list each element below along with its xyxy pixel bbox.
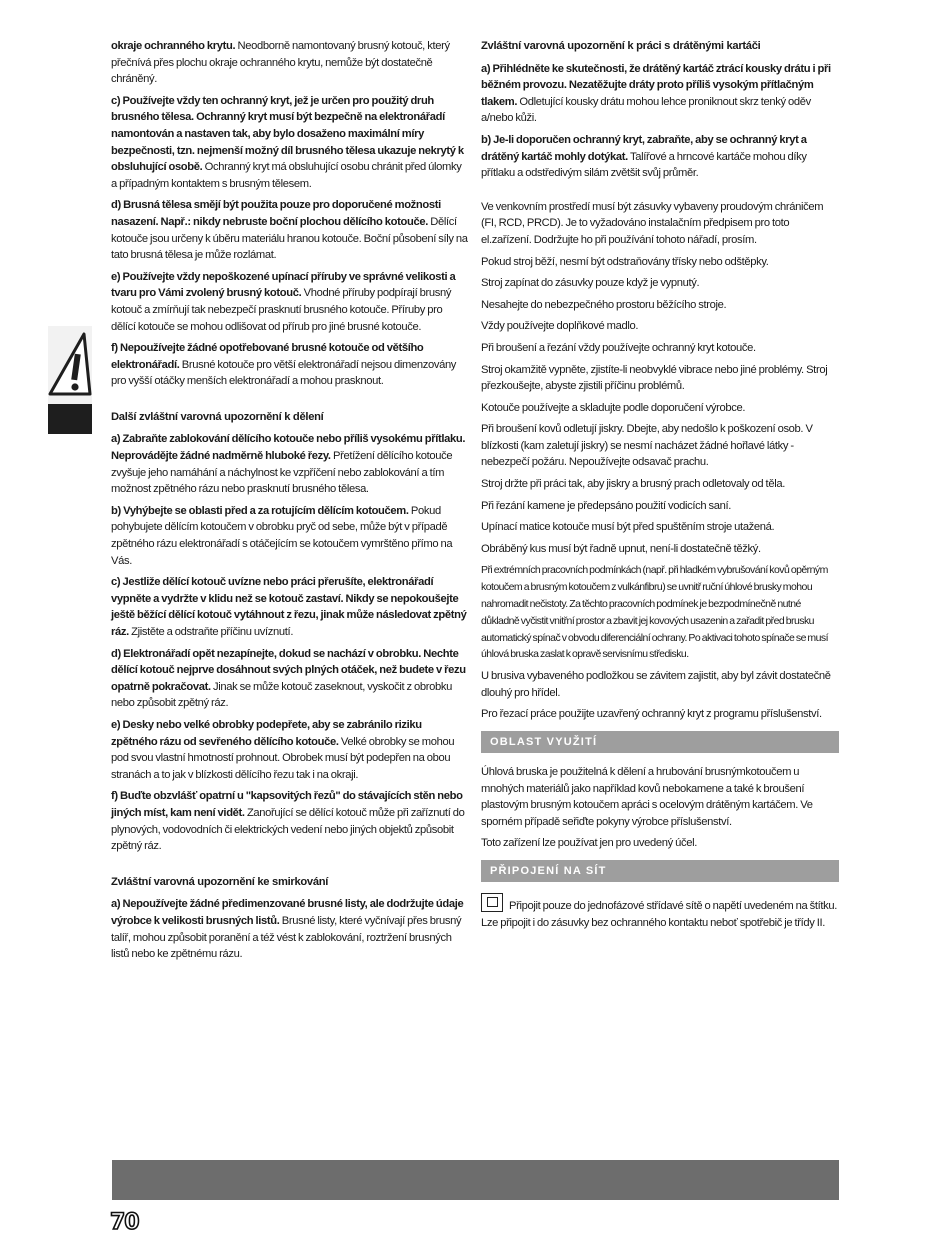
general-note: Při broušení kovů odletují jiskry. Dbejte, aby nedošlo k poškození osob. V blízkosti (kam zaletují jiskry) se nesmí nacházet žádné hořlavé látky - nebezpečí požáru. Nepoužívejte odsavač prachu. bbox=[481, 423, 813, 469]
paragraph bbox=[111, 896, 468, 962]
paragraph bbox=[111, 38, 468, 88]
general-note: Stroj okamžitě vypněte, zjistíte-li neobvyklé vibrace nebo jiné problémy. Stroj přezkoušejte, abyste zjistili příčinu problémů. bbox=[481, 363, 828, 393]
general-note: Nesahejte do nebezpečného prostoru běžícího stroje. bbox=[481, 298, 727, 311]
body-text: Brusné kotouče pro větší elektronářadí nejsou dimenzovány pro vyšší otáčky menších elektronářadí a mohou prasknout. bbox=[111, 358, 457, 388]
bold-lead: f) Buďte obzvlášť opatrní u "kapsovitých řezů" do stávajících stěn nebo jiných míst, kam není vidět. bbox=[111, 790, 463, 819]
general-note: Pro řezací práce použijte uzavřený ochranný kryt z programu příslušenství. bbox=[481, 708, 822, 721]
paragraph bbox=[111, 574, 468, 640]
body-text: Vhodné příruby podpírají brusný kotouč a zmírňují tak nebezpečí prasknutí brusného kotouče. Příruby pro dělící kotouče se mohou odlišovat od přírub pro jiné brusné kotouče. bbox=[111, 287, 452, 333]
power-paragraph bbox=[481, 893, 839, 931]
paragraph bbox=[111, 269, 468, 335]
bold-lead: a) Přihlédněte ke skutečnosti, že drátěný kartáč ztrácí kousky drátu i při běžném provozu. Nezatěžujte dráty proto příliš vysokým přítlačným tlakem. bbox=[481, 62, 831, 108]
paragraph bbox=[111, 646, 468, 712]
section-header-usage: OBLAST VYUŽITÍ bbox=[481, 731, 839, 753]
body-text: Velké obrobky se mohou pod svou vlastní hmotností prohnout. Obrobek musí být podepřen na obou stranách a to jak v blízkosti dělícího řezu tak i na okraji. bbox=[111, 735, 455, 781]
footer-bar bbox=[112, 1160, 839, 1200]
body-text: Pokud pohybujete dělícím kotoučem v obrobku pryč od sebe, může být v případě zpětného rázu elektronářadí s otáčejícím se kotoučem vymrštěno přímo na Vás. bbox=[111, 504, 453, 567]
general-note: Obráběný kus musí být řadně upnut, není-li dostatečně těžký. bbox=[481, 542, 761, 555]
body-text: Brusné listy, které vyčnívají přes brusný talíř, mohou způsobit poranění a též vést k zablokování, roztržení brusných listů nebo ke zpětnému rázu. bbox=[111, 914, 462, 961]
bold-lead: d) Elektronářadí opět nezapínejte, dokud se nachází v obrobku. Nechte dělící kotouč nejprve dosáhnout svých plných otáček, než budete v řezu opatrně pokračovat. bbox=[111, 647, 466, 693]
maintenance-paragraph: Při extrémních pracovních podmínkách (např. při hladkém vybrušování kovů opěrným kotoučem a brusným kotoučem z vulkánfibru) se uvnitř ruční úhlové brusky mohou nahromadit nečistoty. Za těchto pracovních podmínek je bezpodmínečně nutné důkladně vyčistit vnitřní prostor a zbavit jej kovových usazenin a zařadit před brusku automatický spínač v obvodu diferenciální ochrany. Po aktivaci tohoto spínače se musí úhlová bruska zaslat k opravě servisnímu středisku. bbox=[481, 564, 828, 661]
bold-lead: e) Používejte vždy nepoškozené upínací příruby ve správné velikosti a tvaru pro Vámi zvolený brusný kotouč. bbox=[111, 270, 456, 300]
general-note: Kotouče používejte a skladujte podle doporučení výrobce. bbox=[481, 401, 746, 414]
left-text-column bbox=[111, 38, 468, 968]
paragraph bbox=[111, 431, 468, 497]
section-header-power: PŘIPOJENÍ NA SÍT bbox=[481, 860, 839, 882]
bold-lead: e) Desky nebo velké obrobky podepřete, aby se zabránilo riziku zpětného rázu od sevřeného dělícího kotouče. bbox=[111, 718, 422, 748]
bold-lead: a) Zabraňte zablokování dělícího kotouče nebo příliš vysokému přítlaku. Neprovádějte žádné nadměrně hluboké řezy. bbox=[111, 433, 466, 463]
general-note: Při řezání kamene je předepsáno použití vodicích saní. bbox=[481, 499, 731, 512]
body-text: Zanořující se dělící kotouč může při zaříznutí do plynových, vodovodních či elektrických vedení nebo jiných objektů způsobit zpětný ráz. bbox=[111, 806, 465, 853]
general-note: Stroj zapínat do zásuvky pouze když je vypnutý. bbox=[481, 277, 700, 290]
body-text: Zjistěte a odstraňte příčinu uvíznutí. bbox=[128, 626, 294, 638]
bold-lead: c) Jestliže dělící kotouč uvízne nebo práci přerušíte, elektronářadí vypněte a vydržte v klidu než se kotouč zastaví. Nikdy se nepokoušejte ještě běžící dělící kotouč vytáhnout z řezu, jinak může následovat zpětný ráz. bbox=[111, 576, 467, 638]
general-note: U brusiva vybaveného podložkou se závitem zajistit, aby byl závit dostatečně dlouhý pro hřídel. bbox=[481, 670, 831, 699]
general-note: Vždy používejte doplňkové madlo. bbox=[481, 320, 639, 333]
body-text: Jinak se může kotouč zaseknout, vyskočit z obrobku nebo způsobit zpětný ráz. bbox=[111, 680, 452, 710]
double-insulation-icon bbox=[481, 893, 503, 912]
bold-lead: b) Je-li doporučen ochranný kryt, zabraňte, aby se ochranný kryt a drátěný kartáč mohly dotýkat. bbox=[481, 133, 807, 163]
general-note: Pokud stroj běží, nesmí být odstraňovány třísky nebo odštěpky. bbox=[481, 255, 769, 268]
paragraph bbox=[111, 197, 468, 263]
bold-lead: d) Brusná tělesa smějí být použita pouze pro doporučené možnosti nasazení. Např.: nikdy nebruste boční plochou dělícího kotouče. bbox=[111, 199, 441, 228]
general-note: Upínací matice kotouče musí být před spuštěním stroje utažená. bbox=[481, 521, 775, 534]
body-text: Dělící kotouče jsou určeny k úběru materiálu hranou kotouče. Boční působení síly na tato brusná tělesa je může rozlámat. bbox=[111, 215, 468, 262]
usage-paragraph: Toto zařízení lze používat jen pro uvedený účel. bbox=[481, 837, 698, 850]
subheading-wire-brush: Zvláštní varovná upozornění k práci s drátěnými kartáči bbox=[481, 40, 761, 52]
bold-lead: c) Používejte vždy ten ochranný kryt, jež je určen pro použitý druh brusného tělesa. Ochranný kryt musí být bezpečně na elektronářadí namontován a nastaven tak, aby bylo dosaženo maximální míry bezpečnosti, tzn. nejmenší možný díl brusného tělesa ukazuje nekrytý k obsluhující osobě. bbox=[111, 94, 464, 174]
usage-paragraph: Úhlová bruska je použitelná k dělení a hrubování brusnýmkotoučem u mnohých materiálů jako například kovů nebokamene a také k broušení plastovým brusným kotoučem apráci s ocelovým drátěným kartáčem. Ve sporném případě seřiďte pokyny výrobce příslušenství. bbox=[481, 766, 813, 828]
paragraph bbox=[111, 717, 468, 783]
bold-lead: a) Nepoužívejte žádné předimenzované brusné listy, ale dodržujte údaje výrobce k velikosti brusných listů. bbox=[111, 898, 464, 927]
paragraph bbox=[111, 93, 468, 193]
body-text: Ochranný kryt má obsluhující osobu chránit před úlomky a případným kontaktem s brusným tělesem. bbox=[111, 161, 462, 190]
bold-lead: b) Vyhýbejte se oblasti před a za rotujícím dělícím kotoučem. bbox=[111, 504, 409, 517]
body-text: Přetížení dělícího kotouče zvyšuje jeho namáhání a náchylnost ke vzpříčení nebo zablokování a tím možnost zpětného rázu nebo prasknutí brusného tělesa. bbox=[111, 450, 453, 496]
body-text: Připojit pouze do jednofázové střídavé sítě o napětí uvedeném na štítku. Lze připojit i do zásuvky bez ochranného kontaktu neboť spotřebič je třídy II. bbox=[481, 899, 838, 929]
page-number: 70 bbox=[110, 1210, 139, 1235]
subheading-cutting: Další zvláštní varovná upozornění k dělení bbox=[111, 410, 324, 423]
general-note: Při broušení a řezání vždy používejte ochranný kryt kotouče. bbox=[481, 341, 756, 354]
warning-triangle-icon bbox=[46, 330, 94, 400]
paragraph bbox=[481, 132, 839, 182]
general-note: Ve venkovním prostředí musí být zásuvky vybaveny proudovým chráničem (FI, RCD, PRCD). Je to vyžadováno instalačním předpisem pro toto el.zařízení. Dodržujte ho při používání tohoto nářadí, prosím. bbox=[481, 200, 824, 246]
general-note: Stroj držte při práci tak, aby jiskry a brusný prach odletovaly od těla. bbox=[481, 478, 785, 491]
paragraph bbox=[111, 503, 468, 569]
body-text: Odletující kousky drátu mohou lehce proniknout skrz tenký oděv a/nebo kůži. bbox=[481, 95, 811, 125]
body-text: Neodborně namontovaný brusný kotouč, který přečnívá přes plochu okraje ochranného krytu, nemůže být dostatečně chráněný. bbox=[111, 40, 450, 86]
right-text-column bbox=[481, 38, 839, 936]
body-text: Talířové a hrncové kartáče mohou díky přítlaku a odstředivým silám zvětšit svůj průměr. bbox=[481, 150, 807, 180]
paragraph bbox=[111, 788, 468, 854]
paragraph bbox=[111, 340, 468, 390]
subheading-sanding: Zvláštní varovná upozornění ke smirkování bbox=[111, 875, 329, 888]
bold-lead: f) Nepoužívejte žádné opotřebované brusné kotouče od většího elektronářadí. bbox=[111, 342, 424, 371]
paragraph bbox=[481, 61, 839, 127]
bold-lead: okraje ochranného krytu. bbox=[111, 40, 236, 52]
